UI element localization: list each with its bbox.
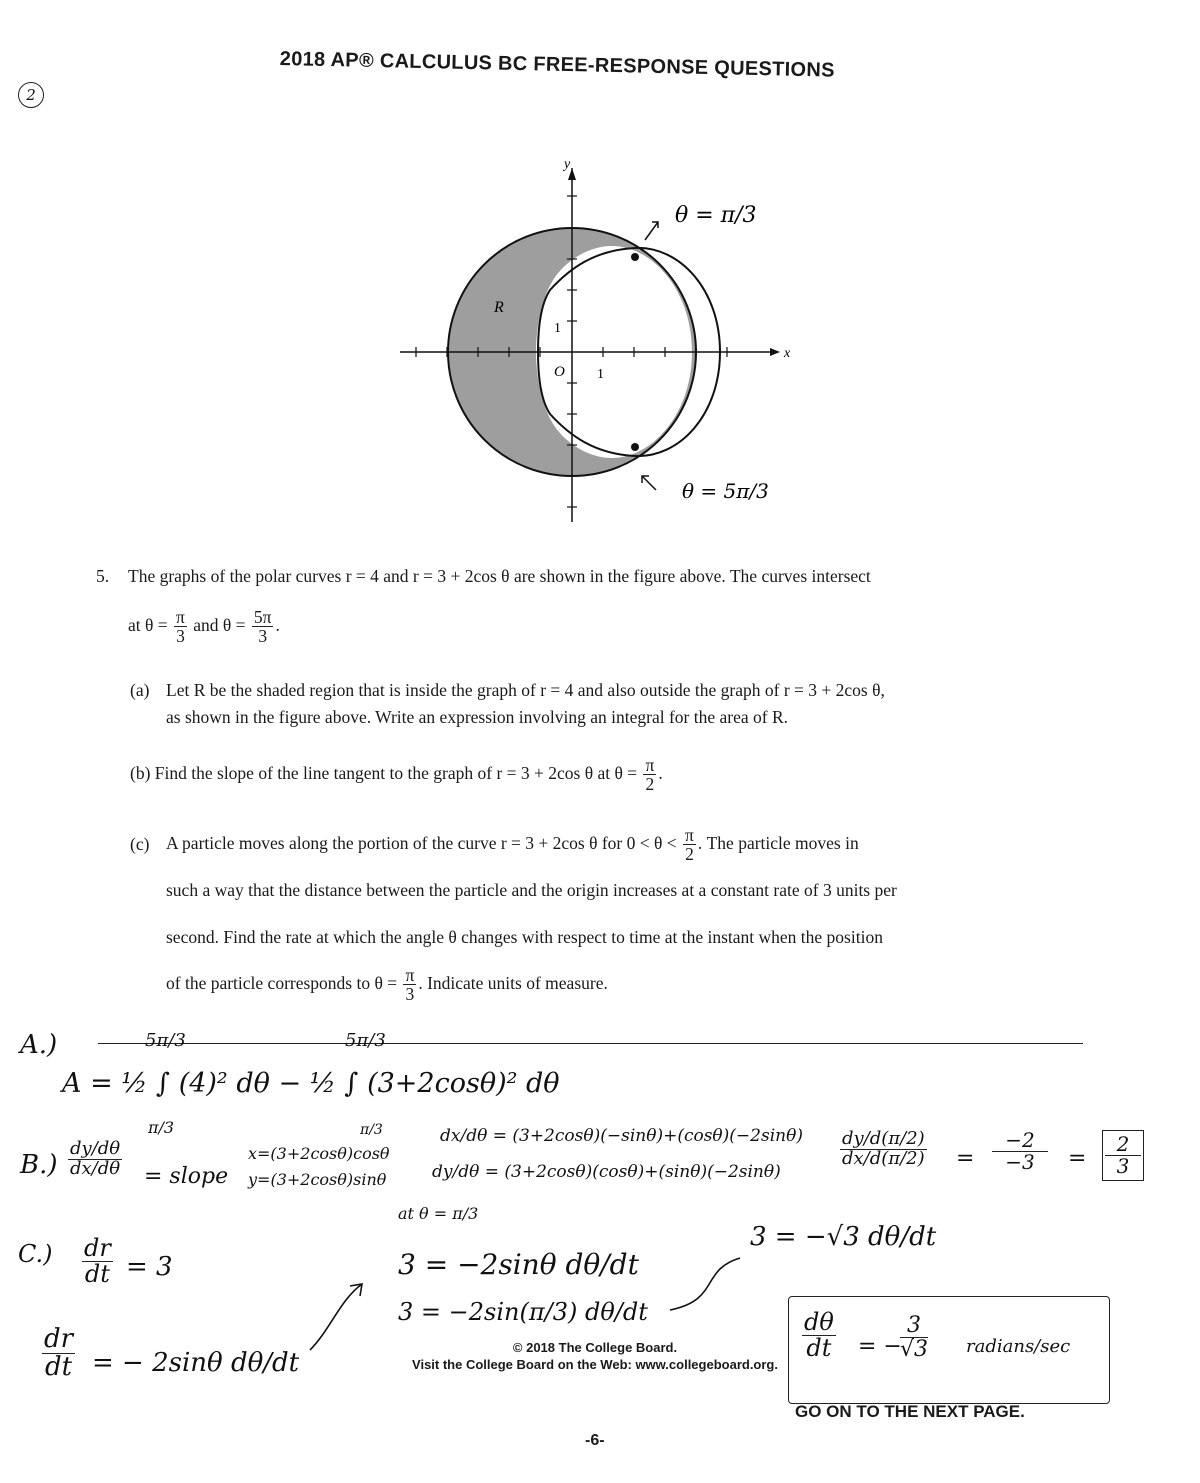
annotation-theta-bottom: θ = 5π/3 [682, 479, 769, 503]
part-a-text-line2: as shown in the figure above. Write an expression involving an integral for the area of R. [166, 707, 788, 727]
intro2-prefix: at θ = [128, 614, 168, 635]
part-c-line4 [166, 966, 1066, 1004]
answer-c-drdt [82, 1236, 113, 1287]
frac-den: 2 [645, 774, 655, 795]
frac-den: dt [84, 1260, 110, 1289]
intersection-point-top [631, 253, 639, 261]
frac-den: 3 [405, 984, 415, 1005]
page-number: -6- [585, 1432, 605, 1449]
answer-c-chain-rule-lhs [42, 1326, 75, 1382]
frac-den: dx/d(π/2) [842, 1147, 925, 1169]
region-label: R [494, 299, 504, 316]
x-axis-label: x [784, 346, 791, 361]
intersection-point-bottom [631, 443, 639, 451]
question-number: 5. [96, 566, 110, 586]
answer-a-upper-limit-1: 5π/3 [145, 1030, 186, 1051]
fraction-5pi-over-3 [252, 608, 274, 646]
frac-den: 2 [685, 844, 694, 865]
footer-copyright [400, 1340, 790, 1374]
fraction-pi-over-2-c [683, 826, 696, 864]
answer-b-x-param: x=(3+2cosθ)cosθ [248, 1144, 390, 1163]
frac-den: dx/dθ [70, 1157, 121, 1179]
answer-b-equals-2: = [1068, 1146, 1087, 1171]
answer-a-lower-limit: π/3 [148, 1118, 175, 1137]
annotation-arrow-bottom [642, 476, 656, 490]
answer-b-final-box [1102, 1130, 1144, 1181]
part-c-line1 [166, 826, 1066, 864]
part-c-line2: such a way that the distance between the particle and the origin increases at a constant rate of 3 units per [166, 880, 897, 900]
origin-label: O [554, 364, 565, 380]
answer-c-chain-rule-rhs: = − 2sinθ dθ/dt [92, 1348, 300, 1378]
part-c-line1-text: A particle moves along the portion of the curve r = 3 + 2cos θ for 0 < θ < [166, 832, 677, 853]
fraction-pi-over-2 [643, 756, 656, 794]
question-intro-line2 [128, 608, 280, 646]
frac-den: dt [806, 1334, 832, 1363]
answer-b-pi3: π/3 [360, 1122, 383, 1138]
answer-c-step2: 3 = −2sin(π/3) dθ/dt [398, 1298, 648, 1326]
next-page-notice: GO ON TO THE NEXT PAGE. [795, 1402, 1025, 1421]
frac-num: dr [44, 1324, 74, 1354]
x-axis-arrow [770, 348, 780, 356]
answer-b-value [992, 1130, 1048, 1173]
part-c-line4-prefix: of the particle corresponds to θ = [166, 972, 398, 993]
y-axis-label: y [564, 157, 571, 172]
answer-c-step0: at θ = π/3 [398, 1204, 479, 1223]
answer-c-final-dtheta-dt [802, 1310, 836, 1361]
website-text: Visit the College Board on the Web: www.collegeboard.org. [412, 1356, 778, 1372]
part-b-text: Find the slope of the line tangent to the graph of r = 3 + 2cos θ at θ = [154, 762, 638, 783]
frac-num: π [176, 607, 185, 627]
answer-c-step1: 3 = −2sinθ dθ/dt [398, 1248, 639, 1281]
y-tick-label: 1 [554, 321, 561, 336]
frac-num: π [405, 965, 415, 985]
part-c-label: (c) [130, 834, 150, 854]
part-a-text-line1: Let R be the shaded region that is inside the graph of r = 4 and also outside the graph of r = 3 + 2cos θ, [166, 680, 885, 700]
answer-b-slope-text: = slope [144, 1164, 229, 1189]
question-intro: The graphs of the polar curves r = 4 and r = 3 + 2cos θ are shown in the figure above. The curves intersect [128, 566, 871, 586]
part-b-end: . [658, 762, 663, 783]
part-b [130, 756, 663, 794]
frac-den: 3 [176, 626, 185, 647]
frac-den: 3 [1116, 1154, 1130, 1178]
answer-divider [98, 1043, 1083, 1044]
answer-b-ratio [840, 1130, 927, 1169]
page-title: 2018 AP® CALCULUS BC FREE-RESPONSE QUESTIONS [279, 48, 835, 82]
polar-figure [390, 150, 820, 530]
answer-c-final-units: radians/sec [966, 1336, 1071, 1357]
frac-num: dy/dθ [70, 1138, 121, 1159]
frac-num: π [685, 825, 694, 845]
frac-num: dr [84, 1234, 111, 1262]
fraction-pi-over-3-c [403, 966, 416, 1004]
frac-den: dt [44, 1352, 73, 1383]
answer-b-dy: dy/dθ = (3+2cosθ)(cosθ)+(sinθ)(−2sinθ) [432, 1162, 781, 1182]
part-c-line1-end: . The particle moves in [697, 832, 859, 853]
intro2-mid: and θ = [193, 614, 246, 635]
frac-num: π [645, 755, 655, 775]
x-tick-label: 1 [597, 367, 604, 382]
frac-num: 5π [253, 607, 272, 627]
intro2-end: . [275, 614, 280, 635]
part-a-label: (a) [130, 680, 150, 700]
answer-a-label: A.) [20, 1030, 58, 1060]
answer-b-label: B.) [20, 1150, 58, 1180]
frac-den: √3 [900, 1337, 929, 1363]
answer-b-dx: dx/dθ = (3+2cosθ)(−sinθ)+(cosθ)(−2sinθ) [440, 1126, 803, 1146]
answer-c-drdt-value: = 3 [126, 1252, 173, 1282]
answer-b-y-param: y=(3+2cosθ)sinθ [248, 1170, 387, 1189]
answer-b-slope-fraction [68, 1140, 122, 1179]
frac-num: 2 [1105, 1134, 1141, 1156]
frac-num: dθ [804, 1308, 834, 1336]
part-c-line4-end: . Indicate units of measure. [418, 972, 608, 993]
frac-num: −2 [992, 1130, 1048, 1152]
question-number-circle: 2 [18, 82, 44, 108]
answer-a-expression: A = ½ ∫ (4)² dθ − ½ ∫ (3+2cosθ)² dθ [62, 1068, 560, 1099]
answer-c-step3: 3 = −√3 dθ/dt [750, 1222, 937, 1252]
annotation-arrow-top [645, 222, 658, 240]
frac-den: −3 [1005, 1150, 1035, 1174]
frac-den: 3 [258, 626, 268, 647]
fraction-pi-over-3 [174, 608, 187, 646]
copyright-text: © 2018 The College Board. [512, 1340, 678, 1355]
part-c-line3: second. Find the rate at which the angle θ changes with respect to time at the instant when the position [166, 927, 883, 947]
frac-num: dy/d(π/2) [842, 1128, 925, 1149]
answer-b-equals-1: = [956, 1146, 975, 1171]
frac-num: 3 [900, 1314, 928, 1338]
part-b-label: (b) [130, 762, 151, 783]
answer-c-final-equals: = − [858, 1334, 902, 1359]
answer-c-label: C.) [18, 1240, 53, 1268]
answer-c-final-value [900, 1314, 928, 1361]
annotation-theta-top: θ = π/3 [675, 203, 757, 228]
answer-a-upper-limit-2: 5π/3 [345, 1030, 386, 1051]
